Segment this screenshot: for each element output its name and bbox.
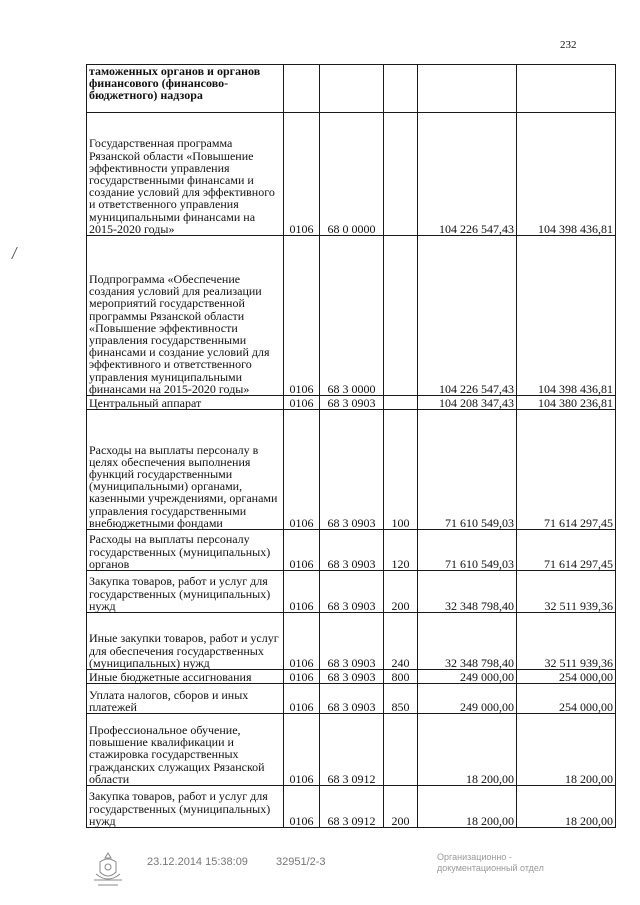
row-name: Уплата налогов, сборов и иных платежей: [87, 684, 284, 714]
row-section-code: 0106: [284, 684, 320, 714]
row-amount-first: 32 348 798,40: [418, 613, 517, 670]
row-target-code: 68 3 0912: [320, 786, 384, 828]
row-amount-second: 18 200,00: [517, 786, 616, 828]
table-row: [87, 113, 616, 236]
coat-of-arms-icon: [88, 850, 128, 890]
budget-table: [86, 64, 616, 828]
table-row: [87, 530, 616, 571]
row-expense-type: [384, 65, 418, 113]
row-section-code: 0106: [284, 113, 320, 236]
row-expense-type: 200: [384, 786, 418, 828]
row-section-code: 0106: [284, 236, 320, 396]
row-target-code: 68 3 0903: [320, 571, 384, 613]
footer-document-id: 32951/2-3: [276, 856, 326, 868]
row-amount-first: 104 208 347,43: [418, 396, 517, 410]
row-amount-second: 32 511 939,36: [517, 613, 616, 670]
table-row: [87, 714, 616, 786]
row-target-code: 68 3 0903: [320, 530, 384, 571]
row-amount-first: 249 000,00: [418, 684, 517, 714]
row-name: Расходы на выплаты персоналу в целях обеспечения выполнения функций государственными (муниципальными) органами, казенными учреждениями, органами управления государственными внебюджетными фондами: [87, 410, 284, 530]
row-expense-type: 200: [384, 571, 418, 613]
row-name: Центральный аппарат: [87, 396, 284, 410]
row-amount-second: [517, 65, 616, 113]
table-row: [87, 670, 616, 684]
row-name: Закупка товаров, работ и услуг для государственных (муниципальных) нужд: [87, 786, 284, 828]
row-expense-type: [384, 113, 418, 236]
row-target-code: 68 3 0000: [320, 236, 384, 396]
row-name: таможенных органов и органов финансового (финансово-бюджетного) надзора: [87, 65, 284, 113]
row-amount-first: 104 226 547,43: [418, 113, 517, 236]
row-target-code: 68 3 0903: [320, 613, 384, 670]
table-row: [87, 236, 616, 396]
row-amount-first: 249 000,00: [418, 670, 517, 684]
row-target-code: [320, 65, 384, 113]
row-amount-second: 71 614 297,45: [517, 530, 616, 571]
row-target-code: 68 0 0000: [320, 113, 384, 236]
row-amount-second: 32 511 939,36: [517, 571, 616, 613]
row-amount-second: 104 380 236,81: [517, 396, 616, 410]
row-expense-type: 800: [384, 670, 418, 684]
row-section-code: 0106: [284, 571, 320, 613]
row-section-code: 0106: [284, 714, 320, 786]
row-name: Иные бюджетные ассигнования: [87, 670, 284, 684]
row-section-code: 0106: [284, 396, 320, 410]
row-amount-second: 254 000,00: [517, 670, 616, 684]
row-expense-type: 850: [384, 684, 418, 714]
row-expense-type: [384, 236, 418, 396]
row-name: Иные закупки товаров, работ и услуг для обеспечения государственных (муниципальных) нужд: [87, 613, 284, 670]
row-name: Профессиональное обучение, повышение квалификации и стажировка государственных гражданских служащих Рязанской области: [87, 714, 284, 786]
row-name: Расходы на выплаты персоналу государственных (муниципальных) органов: [87, 530, 284, 571]
row-amount-second: 104 398 436,81: [517, 236, 616, 396]
row-section-code: [284, 65, 320, 113]
row-target-code: 68 3 0903: [320, 684, 384, 714]
row-amount-first: 71 610 549,03: [418, 530, 517, 571]
table-row: [87, 396, 616, 410]
budget-table-body: [87, 65, 616, 828]
row-target-code: 68 3 0903: [320, 670, 384, 684]
row-amount-first: [418, 65, 517, 113]
row-target-code: 68 3 0912: [320, 714, 384, 786]
row-name: Государственная программа Рязанской области «Повышение эффективности управления государственными финансами и создание условий для эффективного и ответственного управления муниципальными финансами на 2015-2020 годы»: [87, 113, 284, 236]
table-row: [87, 786, 616, 828]
footer-timestamp: 23.12.2014 15:38:09: [147, 856, 248, 868]
row-amount-second: 104 398 436,81: [517, 113, 616, 236]
margin-mark: [11, 247, 22, 259]
row-section-code: 0106: [284, 670, 320, 684]
row-name: Закупка товаров, работ и услуг для государственных (муниципальных) нужд: [87, 571, 284, 613]
row-expense-type: 120: [384, 530, 418, 571]
row-section-code: 0106: [284, 530, 320, 571]
row-amount-second: 71 614 297,45: [517, 410, 616, 530]
table-row: [87, 684, 616, 714]
row-name: Подпрограмма «Обеспечение создания условий для реализации мероприятий государственной программы Рязанской области «Повышение эффективности управления государственными финансами и создание условий для эффективного и ответственного управления муниципальными финансами на 2015-2020 годы»: [87, 236, 284, 396]
page-number: 232: [560, 39, 577, 51]
row-target-code: 68 3 0903: [320, 410, 384, 530]
row-expense-type: [384, 396, 418, 410]
row-section-code: 0106: [284, 410, 320, 530]
row-expense-type: 240: [384, 613, 418, 670]
table-row: [87, 571, 616, 613]
table-row: [87, 410, 616, 530]
row-section-code: 0106: [284, 786, 320, 828]
row-amount-second: 18 200,00: [517, 714, 616, 786]
row-amount-first: 18 200,00: [418, 786, 517, 828]
row-amount-first: 18 200,00: [418, 714, 517, 786]
row-expense-type: 100: [384, 410, 418, 530]
table-row: [87, 65, 616, 113]
row-target-code: 68 3 0903: [320, 396, 384, 410]
row-expense-type: [384, 714, 418, 786]
row-amount-second: 254 000,00: [517, 684, 616, 714]
row-section-code: 0106: [284, 613, 320, 670]
table-row: [87, 613, 616, 670]
row-amount-first: 71 610 549,03: [418, 410, 517, 530]
row-amount-first: 32 348 798,40: [418, 571, 517, 613]
row-amount-first: 104 226 547,43: [418, 236, 517, 396]
footer-department-stamp: Организационно - документационный отдел: [437, 852, 544, 873]
